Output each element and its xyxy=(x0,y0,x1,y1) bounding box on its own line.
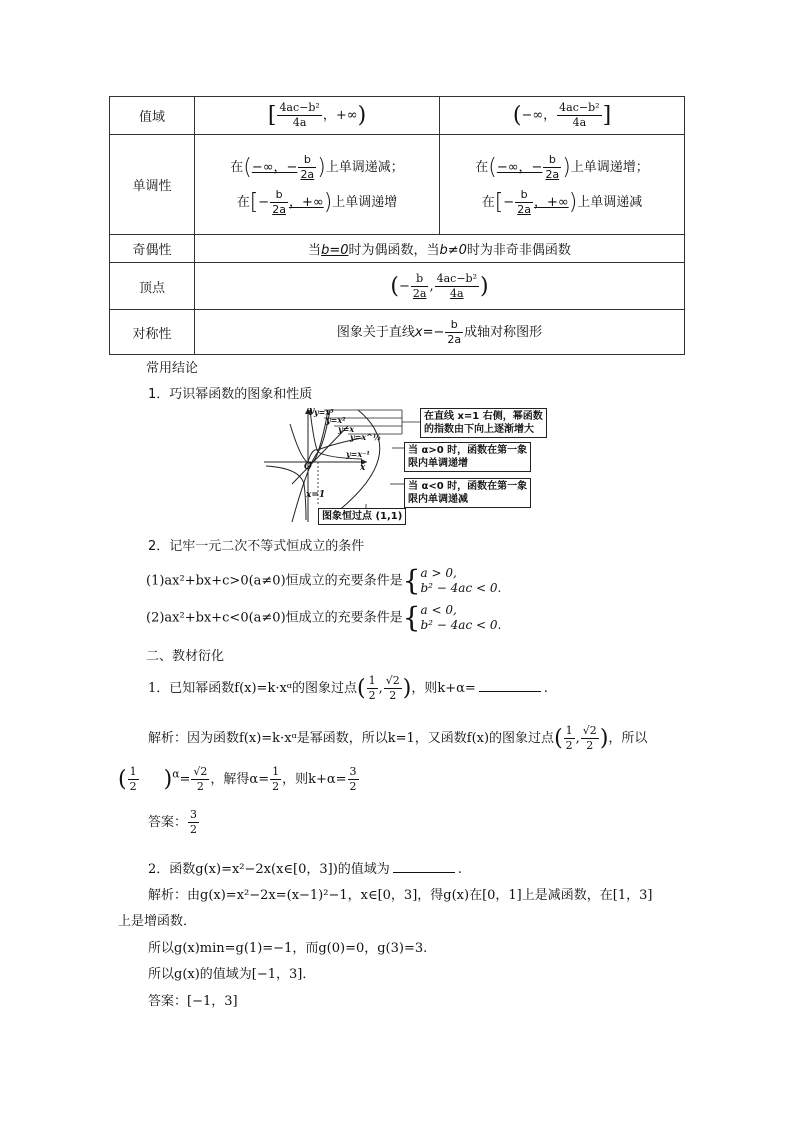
quadratic-properties-table xyxy=(109,96,685,355)
curve-label: y=x^½ xyxy=(350,432,382,442)
symmetry-cell: 图象关于直线x=− $\frac{b}{2a}$ 成轴对称图形 xyxy=(195,310,685,355)
curve-label: y=x³ xyxy=(314,407,334,417)
callout-box: 当 α>0 时，函数在第一象 限内单调递增 xyxy=(404,442,531,472)
solution-2-line-2: 上是增函数． xyxy=(118,914,197,929)
solution-1-line-1: 解析：因为函数f(x)=k·xᵅ是幂函数，所以k=1，又函数f(x)的图象过点( $\frac{1}{2}$ , $\frac{√2}{2}$ )，所以 xyxy=(148,724,648,752)
monotonic-right-cell: 在(−∞，− $\frac{b}{2a}$ )上单调递增； 在[− $\frac{b}{2a}$ ，+∞)上单调递减 xyxy=(440,135,685,235)
answer-blank[interactable] xyxy=(479,691,541,692)
solution-2-line-1: 解析：由g(x)=x²−2x=(x−1)²−1，x∈[0，3]，得g(x)在[0，1]上是减函数，在[1，3] xyxy=(148,888,653,903)
y-axis-label: y xyxy=(309,406,315,416)
question-2: 2．函数g(x)=x²−2x(x∈[0，3])的值域为 . xyxy=(148,862,462,877)
row-label: 对称性 xyxy=(110,310,195,355)
power-function-figure xyxy=(262,404,560,524)
vertex-cell: (− $\frac{b}{2a}$ , $\frac{\text{4ac−b²}}{4a}$ ) xyxy=(195,263,685,310)
section-heading: 二、教材衍化 xyxy=(146,649,225,664)
callout-box: 在直线 x=1 右侧，幂函数 的指数由下向上逐渐增大 xyxy=(420,408,547,438)
range-right-cell: (−∞， $\frac{\text{4ac−b²}}{4a}$ ] xyxy=(440,97,685,135)
solution-2-line-4: 所以g(x)的值域为[−1，3]． xyxy=(148,967,316,982)
callout-box: 当 α<0 时，函数在第一象 限内单调递减 xyxy=(404,478,531,508)
answer-1: 答案： $\frac{3}{2}$ xyxy=(148,808,198,836)
table-row xyxy=(110,97,685,135)
row-label: 单调性 xyxy=(110,135,195,235)
row-label: 奇偶性 xyxy=(110,235,195,263)
origin-label: O xyxy=(304,462,312,472)
curve-label: y=x⁻¹ xyxy=(346,449,370,459)
answer-blank[interactable] xyxy=(393,872,455,873)
curve-label: y=x xyxy=(338,424,355,434)
conclusion-item-1: 1．巧识幂函数的图象和性质 xyxy=(148,387,313,402)
curve-label: y=x² xyxy=(326,415,346,425)
table-row xyxy=(110,263,685,310)
parity-cell: 当b=0时为偶函数，当b≠0时为非奇非偶函数 xyxy=(195,235,685,263)
conclusion-item-2: 2．记牢一元二次不等式恒成立的条件 xyxy=(148,539,365,554)
x-axis-label: x xyxy=(360,463,366,473)
question-1: 1．已知幂函数f(x)=k·xᵅ的图象过点( $\frac{1}{2}$ , $\frac{√2}{2}$ )，则k+α= . xyxy=(148,674,548,702)
condition-2: (2)ax²+bx+c<0(a≠0)恒成立的充要条件是{a < 0, b² − 4ac < 0. xyxy=(146,601,502,634)
table-row xyxy=(110,310,685,355)
monotonic-left-cell: 在(−∞，− $\frac{b}{2a}$ )上单调递减； 在[− $\frac{b}{2a}$ ，+∞)上单调递增 xyxy=(195,135,440,235)
section-heading: 常用结论 xyxy=(146,361,199,376)
solution-1-line-2: ( $\frac{1}{2}$ )$^\alpha$= $\frac{√2}{2}$ ，解得α= $\frac{1}{2}$ ，则k+α= $\frac{3}{2}$ xyxy=(118,765,357,793)
table-row xyxy=(110,135,685,235)
callout-box: 图象恒过点 (1,1) xyxy=(318,508,406,525)
answer-2: 答案：[−1，3] xyxy=(148,994,238,1009)
range-left-cell: [ $\frac{\text{4ac−b²}}{4a}$ ，+∞) xyxy=(195,97,440,135)
table-row xyxy=(110,235,685,263)
solution-2-line-3: 所以g(x)min=g(1)=−1，而g(0)=0，g(3)=3. xyxy=(148,941,428,956)
row-label: 顶点 xyxy=(110,263,195,310)
row-label: 值域 xyxy=(110,97,195,135)
x-eq-1-label: x=1 xyxy=(306,490,326,500)
condition-1: (1)ax²+bx+c>0(a≠0)恒成立的充要条件是{a > 0, b² − 4ac < 0. xyxy=(146,564,502,597)
